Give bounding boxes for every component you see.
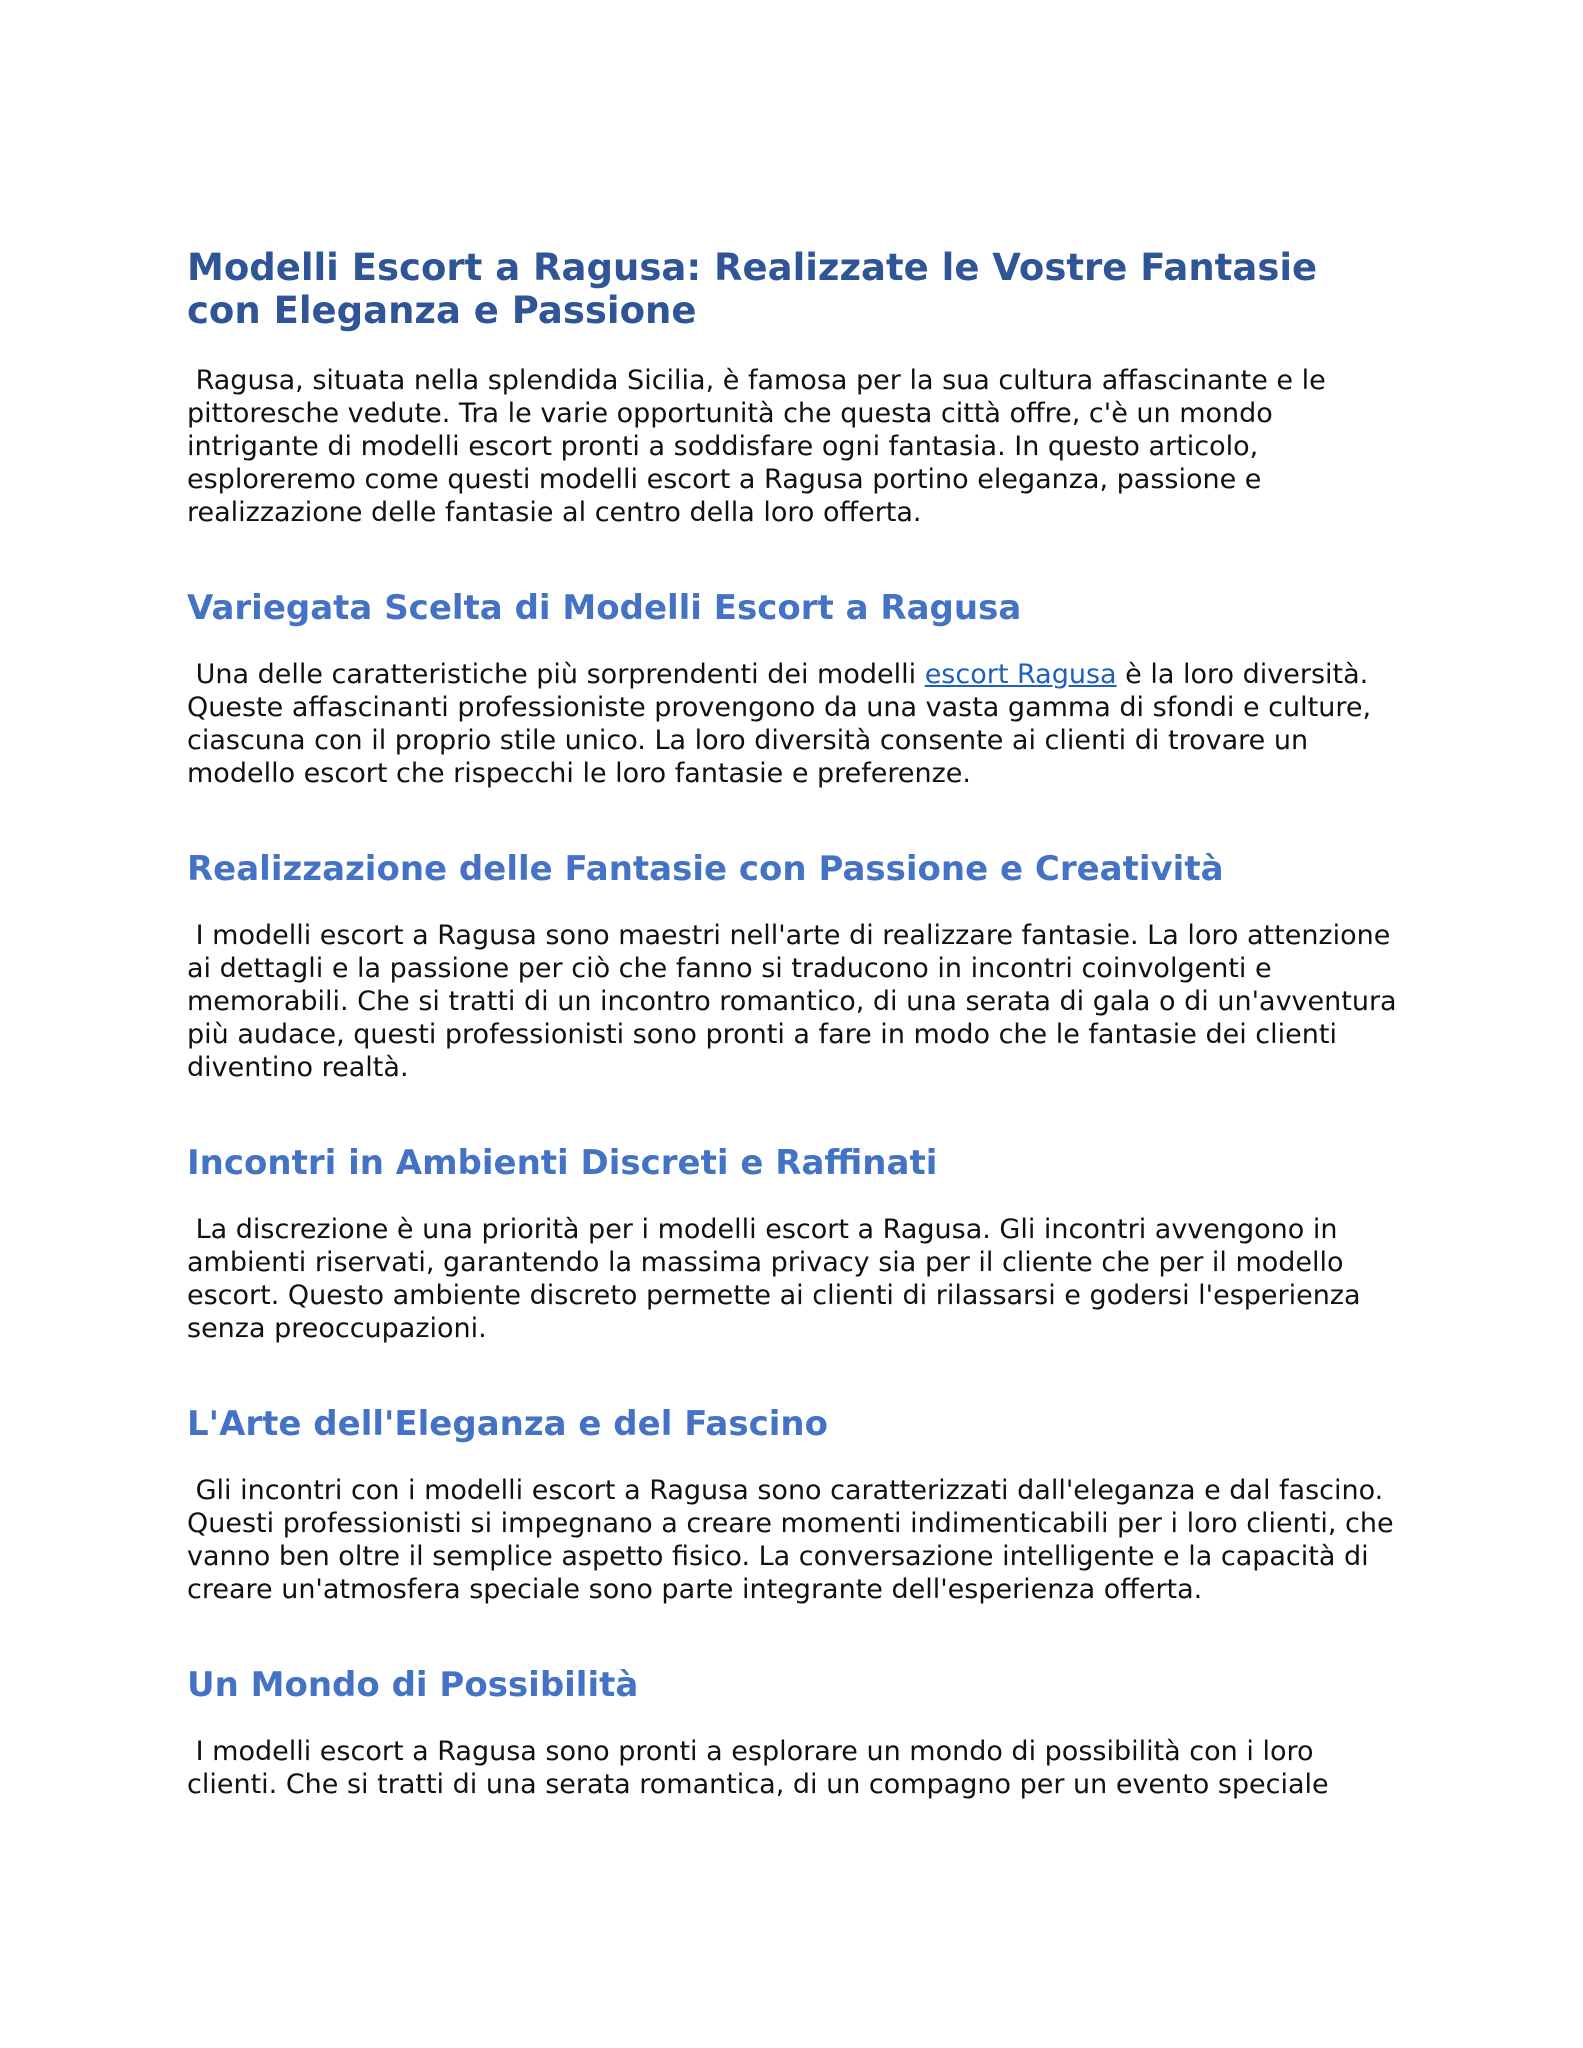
- section-heading-arte-eleganza: L'Arte dell'Eleganza e del Fascino: [187, 1404, 828, 1444]
- section-paragraph-mondo-possibilita: I modelli escort a Ragusa sono pronti a esplorare un mondo di possibilità con i loro clienti. Che si tratti di una serata romantica, di un compagno per un evento speciale: [187, 1736, 1329, 1800]
- document-title: Modelli Escort a Ragusa: Realizzate le Vostre Fantasie con Eleganza e Passione: [187, 246, 1318, 332]
- document-page: [187, 246, 1406, 1801]
- section-paragraph-arte-eleganza: Gli incontri con i modelli escort a Ragusa sono caratterizzati dall'eleganza e dal fascino. Questi professionisti si impegnano a creare momenti indimenticabili per i loro clienti, che vanno ben oltre il semplice aspetto fisico. La conversazione intelligente e la capacità di creare un'atmosfera speciale sono parte integrante dell'esperienza offerta.: [187, 1475, 1403, 1605]
- section-paragraph-realizzazione-fantasie: I modelli escort a Ragusa sono maestri nell'arte di realizzare fantasie. La loro attenzione ai dettagli e la passione per ciò che fanno si traducono in incontri coinvolgenti e memorabili. Che si tratti di un incontro romantico, di una serata di gala o di un'avventura più audace, questi professionisti sono pronti a fare in modo che le fantasie dei clienti diventino realtà.: [187, 920, 1406, 1083]
- section-heading-variegata-scelta: Variegata Scelta di Modelli Escort a Ragusa: [187, 588, 1022, 628]
- escort-ragusa-link[interactable]: escort Ragusa: [924, 659, 1117, 690]
- section-heading-incontri-ambienti: Incontri in Ambienti Discreti e Raffinati: [187, 1143, 938, 1183]
- section-heading-mondo-possibilita: Un Mondo di Possibilità: [187, 1665, 639, 1705]
- section-paragraph-incontri-ambienti: La discrezione è una priorità per i modelli escort a Ragusa. Gli incontri avvengono in ambienti riservati, garantendo la massima privacy sia per il cliente che per il modello escort. Questo ambiente discreto permette ai clienti di rilassarsi e godersi l'esperienza senza preoccupazioni.: [187, 1214, 1370, 1344]
- section-paragraph-variegata-scelta: [187, 658, 1399, 790]
- paragraph-text-after-link: è la loro diversità. Queste affascinanti professioniste provengono da una vasta gamma di sfondi e culture, ciascuna con il proprio stile unico. La loro diversità consente ai clienti di trovare un modello escort che rispecchi le loro fantasie e preferenze.: [187, 659, 1380, 789]
- paragraph-text-before-link: Una delle caratteristiche più sorprendenti dei modelli: [187, 659, 925, 690]
- section-heading-realizzazione-fantasie: Realizzazione delle Fantasie con Passione e Creatività: [187, 849, 1224, 889]
- intro-paragraph: Ragusa, situata nella splendida Sicilia, è famosa per la sua cultura affascinante e le pittoresche vedute. Tra le varie opportunità che questa città offre, c'è un mondo intrigante di modelli escort pronti a soddisfare ogni fantasia. In questo articolo, esploreremo come questi modelli escort a Ragusa portino eleganza, passione e realizzazione delle fantasie al centro della loro offerta.: [187, 365, 1335, 528]
